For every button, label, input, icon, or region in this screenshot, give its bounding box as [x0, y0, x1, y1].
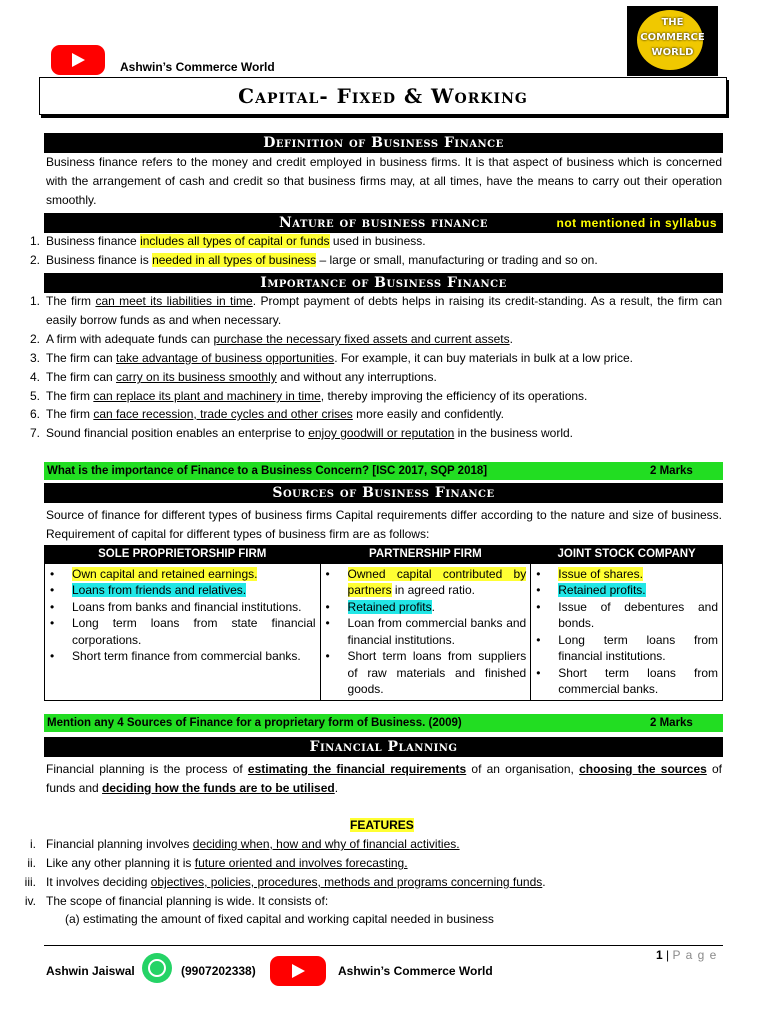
question-bar: Mention any 4 Sources of Finance for a proprietary form of Business. (2009) 2 Marks: [44, 714, 723, 732]
page-title: Capital- Fixed & Working: [39, 77, 727, 115]
joint-stock-list: [534, 566, 718, 698]
phone-number: (9907202338): [181, 964, 256, 978]
column-header: JOINT STOCK COMPANY: [531, 546, 723, 564]
source-item: • Issue of shares.: [534, 566, 718, 583]
source-item: • Own capital and retained earnings.: [48, 566, 316, 583]
syllabus-note: not mentioned in syllabus: [556, 216, 717, 230]
source-item: • Short term loans from suppliers of raw materials and finished goods.: [324, 648, 527, 698]
author-name: Ashwin Jaiswal: [46, 964, 135, 978]
column-header: SOLE PROPRIETORSHIP FIRM: [45, 546, 321, 564]
nature-heading: Nature of business finance not mentioned in syllabus: [44, 213, 723, 233]
planning-definition: Financial planning is the process of estimating the financial requirements of an organisation, choosing the sources of funds and deciding how the funds are to be utilised.: [46, 762, 723, 795]
planning-heading: Financial Planning: [44, 737, 723, 757]
marks-label: 2 Marks: [650, 465, 693, 477]
features-label: FEATURES: [350, 818, 414, 832]
importance-heading: Importance of Business Finance: [44, 273, 723, 293]
feature-sub-item: (a) estimating the amount of fixed capital and working capital needed in business: [65, 912, 494, 926]
definition-text: Business finance refers to the money and credit employed in business firms. It is that aspect of business which is concerned with the arrangement of cash and credit so that business firms may, at all times, have the means to carry out their operation smoothly.: [46, 155, 722, 207]
marks-label: 2 Marks: [650, 717, 693, 729]
footer-channel-name: Ashwin’s Commerce World: [338, 964, 493, 978]
source-item: • Loans from banks and financial institutions.: [48, 599, 316, 616]
footer-divider: [44, 945, 723, 946]
source-item: • Short term loans from commercial banks.: [534, 665, 718, 698]
partnership-list: [324, 566, 527, 698]
youtube-icon: [51, 45, 105, 75]
column-header: PARTNERSHIP FIRM: [320, 546, 531, 564]
commerce-world-logo: THE COMMERCE WORLD: [627, 6, 718, 76]
sources-heading: Sources of Business Finance: [44, 483, 723, 503]
channel-name: Ashwin’s Commerce World: [120, 60, 275, 74]
source-item: • Owned capital contributed by partners in agreed ratio.: [324, 566, 527, 599]
source-item: • Short term finance from commercial banks.: [48, 648, 316, 665]
source-item: • Retained profits.: [534, 582, 718, 599]
source-item: • Loan from commercial banks and financial institutions.: [324, 615, 527, 648]
youtube-icon: [270, 956, 326, 986]
question-bar: What is the importance of Finance to a Business Concern? [ISC 2017, SQP 2018] 2 Marks: [44, 462, 723, 480]
source-item: • Long term loans from state financial corporations.: [48, 615, 316, 648]
source-item: • Retained profits.: [324, 599, 527, 616]
sources-table: [44, 545, 723, 701]
whatsapp-icon: [142, 953, 172, 983]
page-number: 1 | P a g e: [656, 948, 718, 962]
definition-heading: Definition of Business Finance: [44, 133, 723, 153]
source-item: • Issue of debentures and bonds.: [534, 599, 718, 632]
sources-intro: Source of finance for different types of business firms Capital requirements differ according to the nature and size of business. Requirement of capital for different types of business firm are as follows:: [46, 508, 722, 541]
sole-proprietorship-list: [48, 566, 316, 665]
source-item: • Long term loans from financial institutions.: [534, 632, 718, 665]
source-item: • Loans from friends and relatives.: [48, 582, 316, 599]
